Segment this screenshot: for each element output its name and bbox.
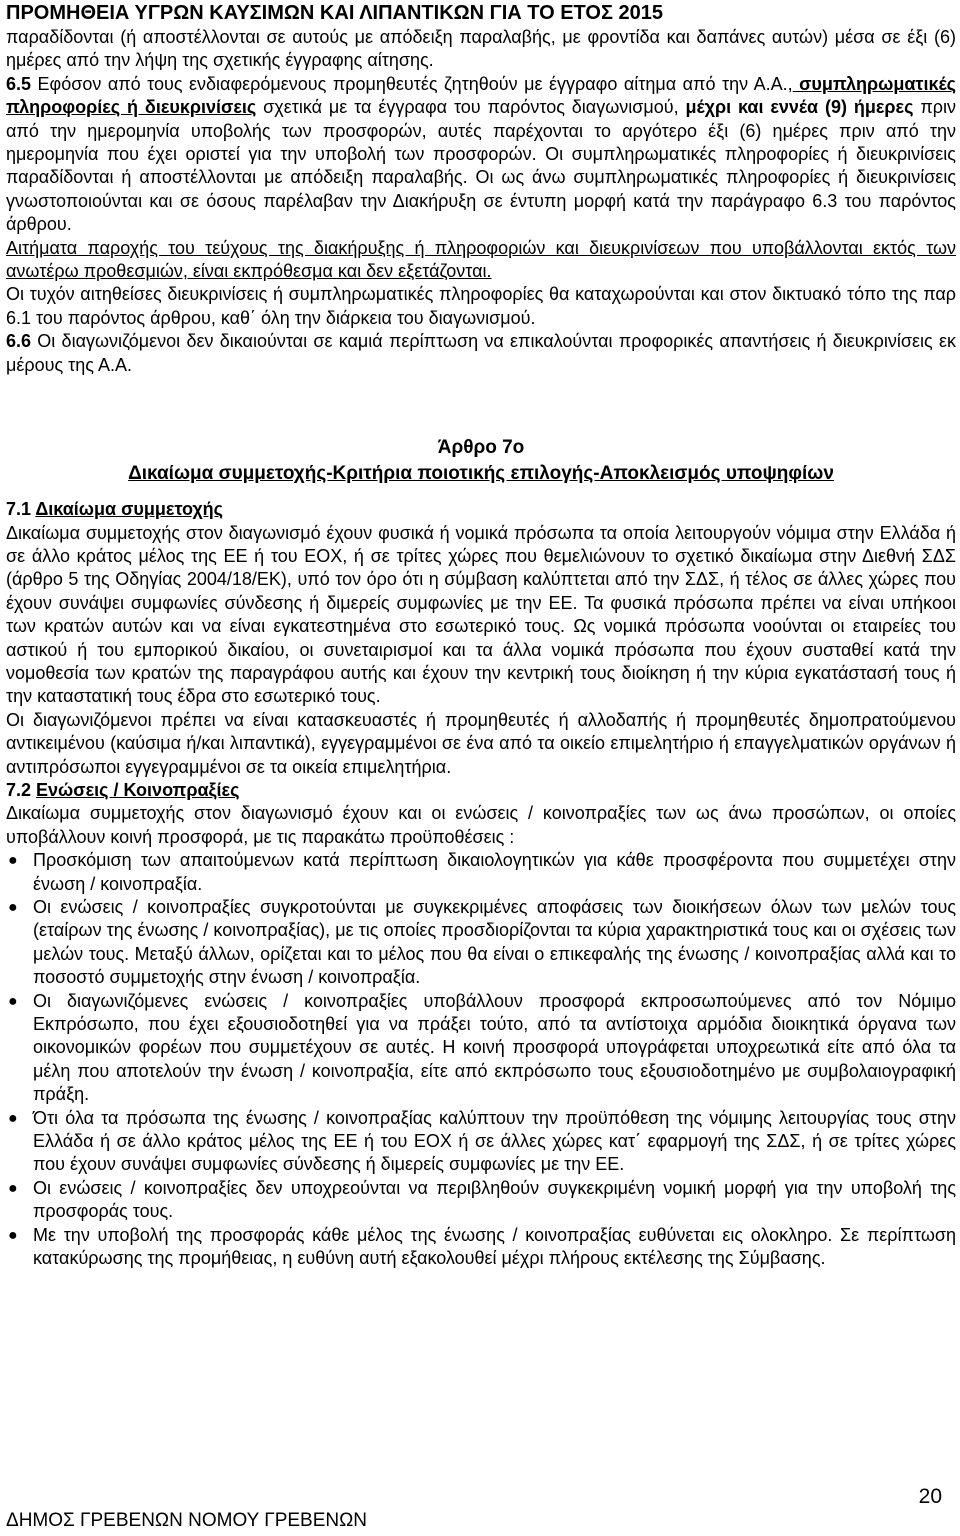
section-number: 6.5 [6,73,32,94]
conditions-list [6,849,956,1270]
paragraph-delivery: παραδίδονται (ή αποστέλλονται σε αυτούς με απόδειξη παραλαβής, με φροντίδα και δαπάνες αυτών) μέσα σε έξι (6) ημέρες από την λήψη της σχετικής έγγραφης αίτησης. [6,27,956,71]
bullet-icon: ● [8,1179,18,1197]
text-run: σχετικά με τα έγγραφα του παρόντος διαγωνισμού, [256,97,679,118]
list-item [6,849,956,896]
bullet-icon: ● [8,852,18,870]
list-item-text: Οι ενώσεις / κοινοπραξίες δεν υποχρεούνται να περιβληθούν συγκεκριμένη νομική μορφή για την υποβολή της προσφοράς τους. [33,1177,956,1222]
section-number: 6.6 [6,331,32,352]
page-number: 20 [918,1485,942,1508]
bold-phrase: μέχρι και εννέα (9) ήμερες [678,97,914,118]
list-item [6,1107,956,1177]
text-run: Εφόσον από τους ενδιαφερόμενους προμηθευτές ζητηθούν με έγγραφο αίτημα από την Α.Α., [31,73,793,94]
list-item-text: Οι ενώσεις / κοινοπραξίες συγκροτούνται με συγκεκριμένες αποφάσεις των διοικήσεων όλων των μελών τους (εταίρων της ένωσης / κοινοπραξίας), με τις οποίες προσδιορίζονται τα κύρια χαρακτηριστικά τους και οι σχέσεις των μελών τους. Μεταξύ άλλων, ορίζεται και το μέλος που θα είναι ο επικεφαλής της ένωσης / κοινοπραξίας αλλά και το ποσοστό συμμετοχής στην ένωση / κοινοπραξία. [33,897,956,988]
section-number: 7.2 [6,779,37,800]
text-run: Οι διαγωνιζόμενοι δεν δικαιούνται σε καμιά περίπτωση να επικαλούνται προφορικές απαντήσεις ή διευκρινίσεις εκ μέρους της Α.Α. [6,331,956,375]
bold-phrase: συμπληρωματικές πληροφορίες ή διευκρινίσεις [6,73,956,118]
paragraph-late-requests: Αιτήματα παροχής του τεύχους της διακήρυξης ή πληροφοριών και διευκρινίσεων που υποβάλλονται εκτός των ανωτέρω προθεσμιών, είναι εκπρόθεσμα και δεν εξετάζονται. [6,237,956,282]
list-item [6,1224,956,1271]
bullet-icon: ● [8,899,18,916]
paragraph-6-6 [6,330,956,377]
text-run: πριν από την ημερομηνία υποβολής των προσφορών, αυτές παρέχονται το αργότερο έξι (6) ημέρες πριν από την ημερομηνία που έχει οριστεί για την υποβολή των προσφορών. Οι συμπληρωματικές πληροφορίες ή διευκρινίσεις παραδίδονται ή αποστέλλονται με απόδειξη παραλαβής. Οι ως άνω συμπληρωματικές πληροφορίες ή διευκρινίσεις γνωστοποιούνται και σε όσους παρέλαβαν την Διακήρυξη σε έντυπη μορφή κατά την παράγραφο 6.3 του παρόντος άρθρου. [6,97,957,235]
bullet-icon: ● [8,992,18,1010]
list-item-text: Προσκόμιση των απαιτούμενων κατά περίπτωση δικαιολογητικών για κάθε προσφέροντα που συμμετέχει στην ένωση / κοινοπραξία. [33,850,956,894]
document-page [6,0,956,1271]
document-header: ΠΡΟΜΗΘΕΙΑ ΥΓΡΩΝ ΚΑΥΣΙΜΩΝ ΚΑΙ ΛΙΠΑΝΤΙΚΩΝ ΓΙΑ ΤΟ ΕΤΟΣ 2015 [6,2,664,24]
section-title: Δικαίωμα συμμετοχής [35,499,224,520]
list-item [6,1177,956,1224]
list-item-text: Ότι όλα τα πρόσωπα της ένωσης / κοινοπραξίας καλύπτουν την προϋπόθεση της νόμιμης λειτουργίας τους στην Ελλάδα ή σε άλλο κράτος μέλος της ΕΕ ή του ΕΟΧ ή σε άλλες χώρες κατ΄ εφαρμογή της ΣΔΣ, ή σε τρίτες χώρες που έχουν συνάψει συμφωνίες σύνδεσης ή διμερείς συμφωνίες με την ΕΕ. [33,1107,956,1175]
heading-7-1 [6,498,956,521]
section-title: Ενώσεις / Κοινοπραξίες [36,779,240,800]
list-item-text: Με την υποβολή της προσφοράς κάθε μέλος της ένωσης / κοινοπραξίας ευθύνεται εις ολοκληρο. Σε περίπτωση κατακύρωσης της προμήθειας, η ευθύνη αυτή εξακολουθεί μέχρι πλήρους εκτέλεσης της Σύμβασης. [33,1224,956,1269]
paragraph-7-1-a: Δικαίωμα συμμετοχής στον διαγωνισμό έχουν φυσικά ή νομικά πρόσωπα τα οποία λειτουργούν νόμιμα στην Ελλάδα ή σε άλλο κράτος μέλος της ΕΕ ή του ΕΟΧ, ή σε τρίτες χώρες που θεμελιώνουν το σχετικό δικαίωμα στην Διεθνή ΣΔΣ (άρθρο 5 της Οδηγίας 2004/18/ΕΚ), υπό τον όρο ότι η σύμβαση καλύπτεται από την ΣΔΣ, ή τέλος σε άλλες χώρες που έχουν συνάψει συμφωνίες σύνδεσης ή διμερείς συμφωνίες με την ΕΕ. Τα φυσικά πρόσωπα πρέπει να είναι υπήκοοι των κρατών αυτών και να είναι εγκατεστημένα στο εσωτερικό τους. Ως νομικά πρόσωπα νοούνται οι εταιρείες του αστικού ή του εμπορικού δικαίου, οι συνεταιρισμοί και τα άλλα νομικά πρόσωπα που έχουν συσταθεί κατά την νομοθεσία των κρατών της παραγράφου αυτής και έχουν την κεντρική τους διοίκηση ή την κύρια εγκατάστασή τους ή την καταστατική τους έδρα στο εσωτερικό τους. [6,522,956,707]
article-title: Άρθρο 7ο [437,437,525,459]
paragraph-7-1-b: Οι διαγωνιζόμενοι πρέπει να είναι κατασκευαστές ή προμηθευτές ή αλλοδαπής ή προμηθευτές δημοπρατούμενου αντικειμένου (καύσιμα ή/και λιπαντικά), εγγεγραμμένοι σε ένα από τα οικείο επιμελητήριο ή επαγγελματικών οργάνων ή αντιπρόσωποι εγγεγραμμένοι σε τα οικεία επιμελητήρια. [6,709,956,777]
list-item-text: Οι διαγωνιζόμενες ενώσεις / κοινοπραξίες υποβάλλουν προσφορά εκπροσωπούμενες από τον Νόμιμο Εκπρόσωπο, που έχει εξουσιοδοτηθεί για να πράξει τούτο, από τα αντίστοιχα αρμόδια διοικητικά όργανα των οικονομικών φορέων που συμμετέχουν σε αυτές. Η κοινή προσφορά υπογράφεται υποχρεωτικά είτε από όλα τα μέλη που αποτελούν την ένωση / κοινοπραξία, είτε από εκπρόσωπο τους εξουσιοδοτημένο με συμβολαιογραφική πράξη. [33,990,956,1105]
list-item [6,896,956,990]
paragraph-7-2-intro: Δικαίωμα συμμετοχής στον διαγωνισμό έχουν και οι ενώσεις / κοινοπραξίες των ως άνω προσώπων, οι οποίες υποβάλλουν κοινή προσφορά, με τις παρακάτω προϋποθέσεις : [6,803,956,847]
paragraph-6-5 [6,73,956,237]
heading-7-2 [6,779,956,802]
bullet-icon: ● [8,1109,18,1127]
bullet-icon: ● [8,1226,18,1244]
section-number: 7.1 [6,499,36,520]
paragraph-website: Οι τυχόν αιτηθείσες διευκρινίσεις ή συμπληρωματικές πληροφορίες θα καταχωρούνται και στον δικτυακό τόπο της παρ 6.1 του παρόντος άρθρου, καθ΄ όλη την διάρκεια του διαγωνισμού. [6,284,956,328]
list-item [6,990,956,1107]
article-subtitle: Δικαίωμα συμμετοχής-Κριτήρια ποιοτικής επιλογής-Αποκλεισμός υποψηφίων [128,463,834,485]
document-footer: ΔΗΜΟΣ ΓΡΕΒΕΝΩΝ ΝΟΜΟΥ ΓΡΕΒΕΝΩΝ [6,1510,368,1531]
